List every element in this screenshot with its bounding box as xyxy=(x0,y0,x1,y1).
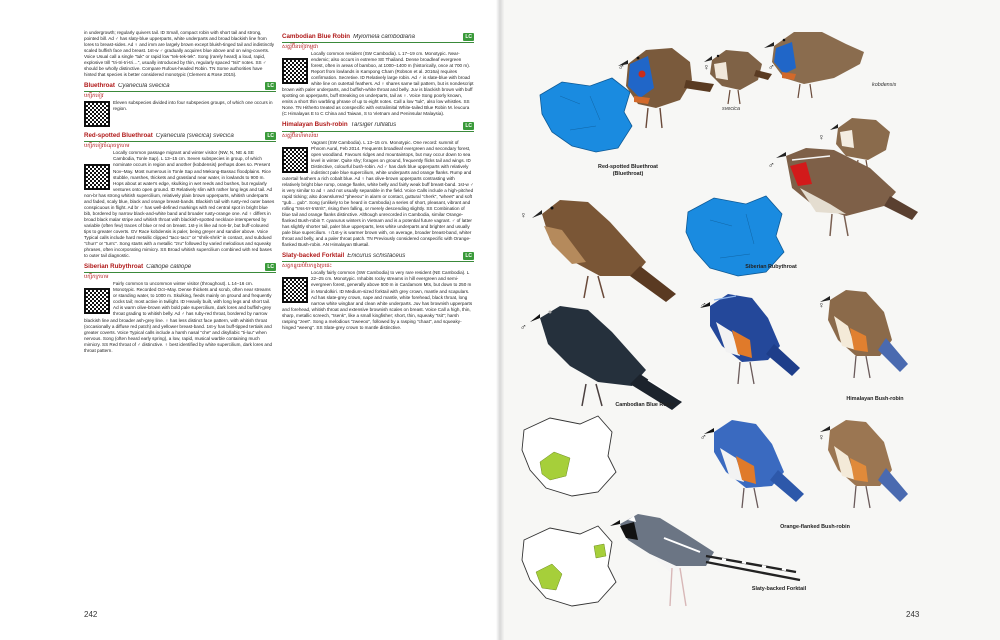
species-header xyxy=(282,32,474,43)
label-siberian-rubythroat: Siberian Rubythroat xyxy=(745,264,797,270)
male-symbol: ♂ xyxy=(520,322,527,332)
subspecies-label-svecica: svecica xyxy=(722,106,740,112)
female-symbol: ♀ xyxy=(818,300,825,310)
bird-himalayan-bush-robin-male xyxy=(700,294,800,384)
species-text: Locally fairly common (SW Cambodia) to very rare resident (NE Cambodia). L 22–25 cm. Monotypic. Inhabits rocky streams in hill evergreen and semi-evergreen forest, generally above 500 m in Cardamom Mts, but down to 250 m in Mondolkiri. ID Medium-sized forktail with grey crown, mantle and scapulars. Ad has slate-grey crown, nape and mantle, white forehead, black throat, long narrow white wingbar and clean white underparts. Juv has brownish upperparts and forehead, whitish throat and extensive brownish scales on breast. Voice Call a high, thin, sharp, metallic screech, "tsenk", like a small kingfisher; short, thin, squeaky "tsit"; harsh rasping "zeet". Song a melodious "zweeoo", followed by a rasping "chaat", and squeaky-hinged "weeng". SS Slate-grey crown to mantle distinctive. xyxy=(282,270,473,330)
species-name: Himalayan Bush-robin xyxy=(282,121,348,129)
intro-paragraph: in undergrowth; regularly quivers tail. ID Small, compact robin with short tail and strong, pointed bill. Ad ♂ has slaty-blue upperparts, white underparts and broad blackish line from lores to breast-sides. Ad ♀ and imm are largely brown except bluish-tinged tail and indistinctly scaled buffish face and breast. 1st-w ♂ gradually acquires blue above and on wing-coverts. Voice Usual call a single "tuk" or rapid low "tek-tek-tek". Song (rarely heard) a loud, rapid, explosive trill "tri-tri-tri-tri…", usually introduced by thin, regularly spaced "tsit" notes. SS ♂ should be wholly distinctive. Compare Rufous-headed Robin. TN Some authorities have hinted that species is better considered monotypic (Clement & Rose 2015). xyxy=(84,30,275,78)
label-red-spotted-bluethroat xyxy=(580,164,676,177)
status-badge: LC xyxy=(465,122,472,129)
female-symbol: ♀ xyxy=(818,132,825,142)
male-symbol: ♂ xyxy=(768,62,775,72)
scientific-name: Tarsiger rufilatus xyxy=(350,122,397,129)
species-header xyxy=(282,121,474,132)
species-name: Slaty-backed Forktail xyxy=(282,252,345,260)
bird-bluethroat-female xyxy=(704,50,772,104)
page-number-left: 242 xyxy=(84,610,98,619)
khmer-name: សត្វកន្ទុយបំបែកខ្នងប្រផេះ xyxy=(282,263,332,270)
qr-code-icon[interactable] xyxy=(84,101,110,127)
species-header xyxy=(84,131,276,142)
label-cambodian-blue-robin: Cambodian Blue Robin xyxy=(615,402,675,408)
label-name: Red-spotted Bluethroat xyxy=(598,164,658,170)
scientific-name: Enicurus schistaceus xyxy=(347,253,406,260)
male-symbol: ♂ xyxy=(700,432,707,442)
scientific-name: Cyanecula svecica xyxy=(117,83,170,90)
species-slaty-backed-forktail xyxy=(282,251,474,330)
female-symbol: ♀ xyxy=(703,62,710,72)
species-text: Locally common resident (SW Cambodia). L 17–19 cm. Monotypic. Near-endemic; also occurs in extreme SE Thailand. Dense broadleaf evergreen forest, often in areas of bamboo, at 1000–1400 m (historically, once at 700 m). Report from lowlands in Kampong Cham (Robson et al. 2016a) requires confirmation. Secretive. ID Relatively large robin. Ad ♂ is slate-blue with broad white line on outertail feathers. Ad ♀ shares same tail pattern, but is nondescript brown with paler underparts, and buffish-white throat and belly. Juv is blackish brown with buff spotting on upperparts, buff streaking on underparts, tail as ♀. Voice Song poorly known, emits a short thin warbling phrase of up to eight notes. Call a low "tuk", also low whistles. SS None. TN Hitherto treated as conspecific with extralimital White-tailed Blue Robin M. leucura (C Himalayas E to C China and Taiwan, S to Vietnam and Peninsular Malaysia). xyxy=(282,51,474,117)
male-symbol: ♂ xyxy=(700,300,707,310)
species-red-spotted-bluethroat xyxy=(84,131,276,259)
female-symbol: ♀ xyxy=(520,210,527,220)
bird-orange-flanked-bush-robin-male xyxy=(704,420,804,508)
species-name: Red-spotted Bluethroat xyxy=(84,132,153,140)
text-column-1 xyxy=(84,30,276,357)
species-himalayan-bush-robin xyxy=(282,121,474,249)
range-map-slaty-backed-forktail xyxy=(522,526,616,606)
species-header xyxy=(84,262,276,273)
label-orange-flanked-bush-robin: Orange-flanked Bush-robin xyxy=(780,524,850,530)
scientific-name: Calliope calliope xyxy=(146,264,192,271)
male-symbol: ♂ xyxy=(618,62,625,72)
illustration-plate xyxy=(500,0,1000,640)
qr-code-icon[interactable] xyxy=(282,58,308,84)
range-map-cambodian-blue-robin xyxy=(522,416,616,496)
status-badge: LC xyxy=(267,83,274,90)
label-slaty-backed-forktail: Slaty-backed Forktail xyxy=(751,586,807,592)
bird-orange-flanked-bush-robin-female xyxy=(820,420,908,508)
page-number-right: 243 xyxy=(906,610,920,619)
range-map-red-spotted-bluethroat xyxy=(540,78,632,152)
bird-siberian-rubythroat-male xyxy=(776,148,918,236)
khmer-name: បក្សីកខៀវចំណុចក្រហម xyxy=(84,143,130,150)
qr-code-icon[interactable] xyxy=(282,147,308,173)
qr-code-icon[interactable] xyxy=(84,164,110,190)
female-symbol: ♀ xyxy=(818,432,825,442)
khmer-name: បក្សីកខៀវ xyxy=(84,93,104,100)
khmer-name: សត្វរ៉ូប៊ីនហិមាល័យ xyxy=(282,132,319,139)
bird-cambodian-blue-robin-male xyxy=(530,306,682,410)
text-column-2 xyxy=(282,30,474,334)
bird-bluethroat-male xyxy=(618,48,714,128)
species-text: Locally common passage migrant and winter visitor (NW, N, NE & SE Cambodia, Tonle Sap). L 13–15 cm. Seven subspecies in group, of which nominate occurs in region and another (kobdensis) perhaps does so. Present Nov–May. Most numerous in Tonle Sap and Mekong-Bassac floodplains. Rice stubble, marshes, thickets and grassland near water, in lowlands to 900 m. Hops about at water's edge, skulking in wet reeds and bushes, but regularly ventures onto open ground. ID Relatively slim with rather long legs and tail. Ad non-br has strong whitish supercilium, relatively plain brown upperparts, whitish underparts and faded, scaly blue, black and orange breast-bands. Blackish tail with rusty-red outer bases conspicuous in flight. Ad br ♂ has well-defined markings with red central spot in bright blue bib, bordered by narrow black-and-white band and broader rusty-orange one. Ad ♀ differs in broad black malar stripe and whitish throat with blackish-spotted necklace interspersed by variable (often few) traces of blue or red on breast. 1st-y is like ad non-br, but buff-coloured tips to greater coverts. GV Race kobdensis is paler, being greyer and sandier above. Voice Typical calls include hard metallic clipped "tacc-tacc" or "shrik-shrik" in contact, and subdued "churr" or "turrc". Song starts with a metallic "zru" followed by varied melodious and squeaky phrases, often incorporating mimicry. SS Broad whitish supercilium combined with red bases to outer tail diagnostic. xyxy=(84,150,275,259)
bird-cambodian-blue-robin-female xyxy=(532,200,676,302)
species-name: Cambodian Blue Robin xyxy=(282,32,351,40)
male-symbol: ♂ xyxy=(768,160,775,170)
bird-himalayan-bush-robin-female xyxy=(820,290,908,378)
species-name: Bluethroat xyxy=(84,82,115,90)
label-himalayan-bush-robin: Himalayan Bush-robin xyxy=(846,396,904,402)
species-cambodian-blue-robin xyxy=(282,32,474,118)
khmer-name: បក្សីកក្រហម xyxy=(84,274,109,281)
status-badge: LC xyxy=(267,264,274,271)
species-text: Eleven subspecies divided into four subspecies groups, of which one occurs in region. xyxy=(113,100,273,112)
species-text: Fairly common to uncommon winter visitor (throughout). L 14–16 cm. Monotypic. Recorded Oct–May. Dense thickets and scrub, often near streams or standing water, to 1000 m. Skulking, feeds mainly on ground and frequently cocks tail; most active in twilight. ID Heavily built, with long legs and short tail. Ad is warm olive-brown with bold pale supercilium, dark lores and buffish-grey throat grading to whitish belly. Ad ♂ has ruby-red throat, bordered by narrow blackish line and broader ash-grey line. ♀ has less distinct face pattern, with whitish throat (occasionally a diffuse red patch) and yellower breast-band. 1st-y has buff-tipped tertials and greater coverts. Voice Typical calls include a harsh nasal "che" and disyllabic "ti-luu" when nervous. Song (often heard early spring), a low, rapid, musical warble containing much mimicry. SS Red throat of ♂ distinctive. ♀ best identified by white supercilium, dark lores and throat pattern. xyxy=(84,281,273,353)
species-header xyxy=(84,81,276,92)
species-name: Siberian Rubythroat xyxy=(84,263,144,271)
qr-code-icon[interactable] xyxy=(282,277,308,303)
label-subtitle: (Bluethroat) xyxy=(612,170,644,177)
scientific-name: Myiomela cambodiana xyxy=(353,33,415,40)
qr-code-icon[interactable] xyxy=(84,288,110,314)
scientific-name: Cyanecula (svecica) svecica xyxy=(155,133,234,140)
species-siberian-rubythroat xyxy=(84,262,276,354)
species-bluethroat xyxy=(84,81,276,128)
bird-bluethroat-kobdensis xyxy=(764,32,864,98)
subspecies-label-kobdensis: kobdensis xyxy=(872,82,897,88)
status-badge: LC xyxy=(465,34,472,40)
species-text: Vagrant (SW Cambodia). L 13–15 cm. Monotypic. One record: summit of Phnom Aural, Feb 2014. Frequents broadleaf evergreen and secondary forest, open woodland. Favours ridges and mountaintops, but may occur down to sea level in winter. Quite shy; forages on ground, frequently flicks tail and wings. ID Distinctive, colourful bush-robin. Ad ♂ has dark blue upperparts with relatively indistinct pale blue supercilium, white underparts and orange flanks. Rump and outertail feathers a rich cobalt blue. Ad ♀ has olive-brown upperparts contrasting with relatively bright blue rump, orange flanks, white belly and fairly weak buff breast-band. 1st-w ♂ is very similar to ad ♀ and not usually separable in the field. Voice Calls include a high-pitched rapid ticking; also downslurred "pheeou" in alarm or contact, guttural "cherk", "wheet" and soft "gub… gub". Song (unlikely to be heard in Cambodia) a series of short, pleasant, vibrant and rolling "trss-trr-trstrrit", rising then falling, or merely descending slightly. SS Combination of blue tail and orange flanks distinctive. Although unrecorded in Cambodia, similar Orange-flanked Bush-robin T. cyanurus winters in Vietnam and is a potential future vagrant. ♂ of latter has slightly shorter tail, paler blue upperparts, less white underparts and brighter and usually pale blue supercilium. ♀/1st-y is warmer brown with, on average, broader breast-band, whiter throat and belly, and a paler throat patch. TN Previously considered conspecific with Orange-flanked Bush-robin. AN Himalayan Bluetail. xyxy=(282,139,474,248)
species-header xyxy=(282,251,474,262)
status-badge: LC xyxy=(267,133,274,140)
khmer-name: សត្វរ៉ូប៊ីនខៀវកម្ពុជា xyxy=(282,44,319,50)
status-badge: LC xyxy=(465,253,472,260)
